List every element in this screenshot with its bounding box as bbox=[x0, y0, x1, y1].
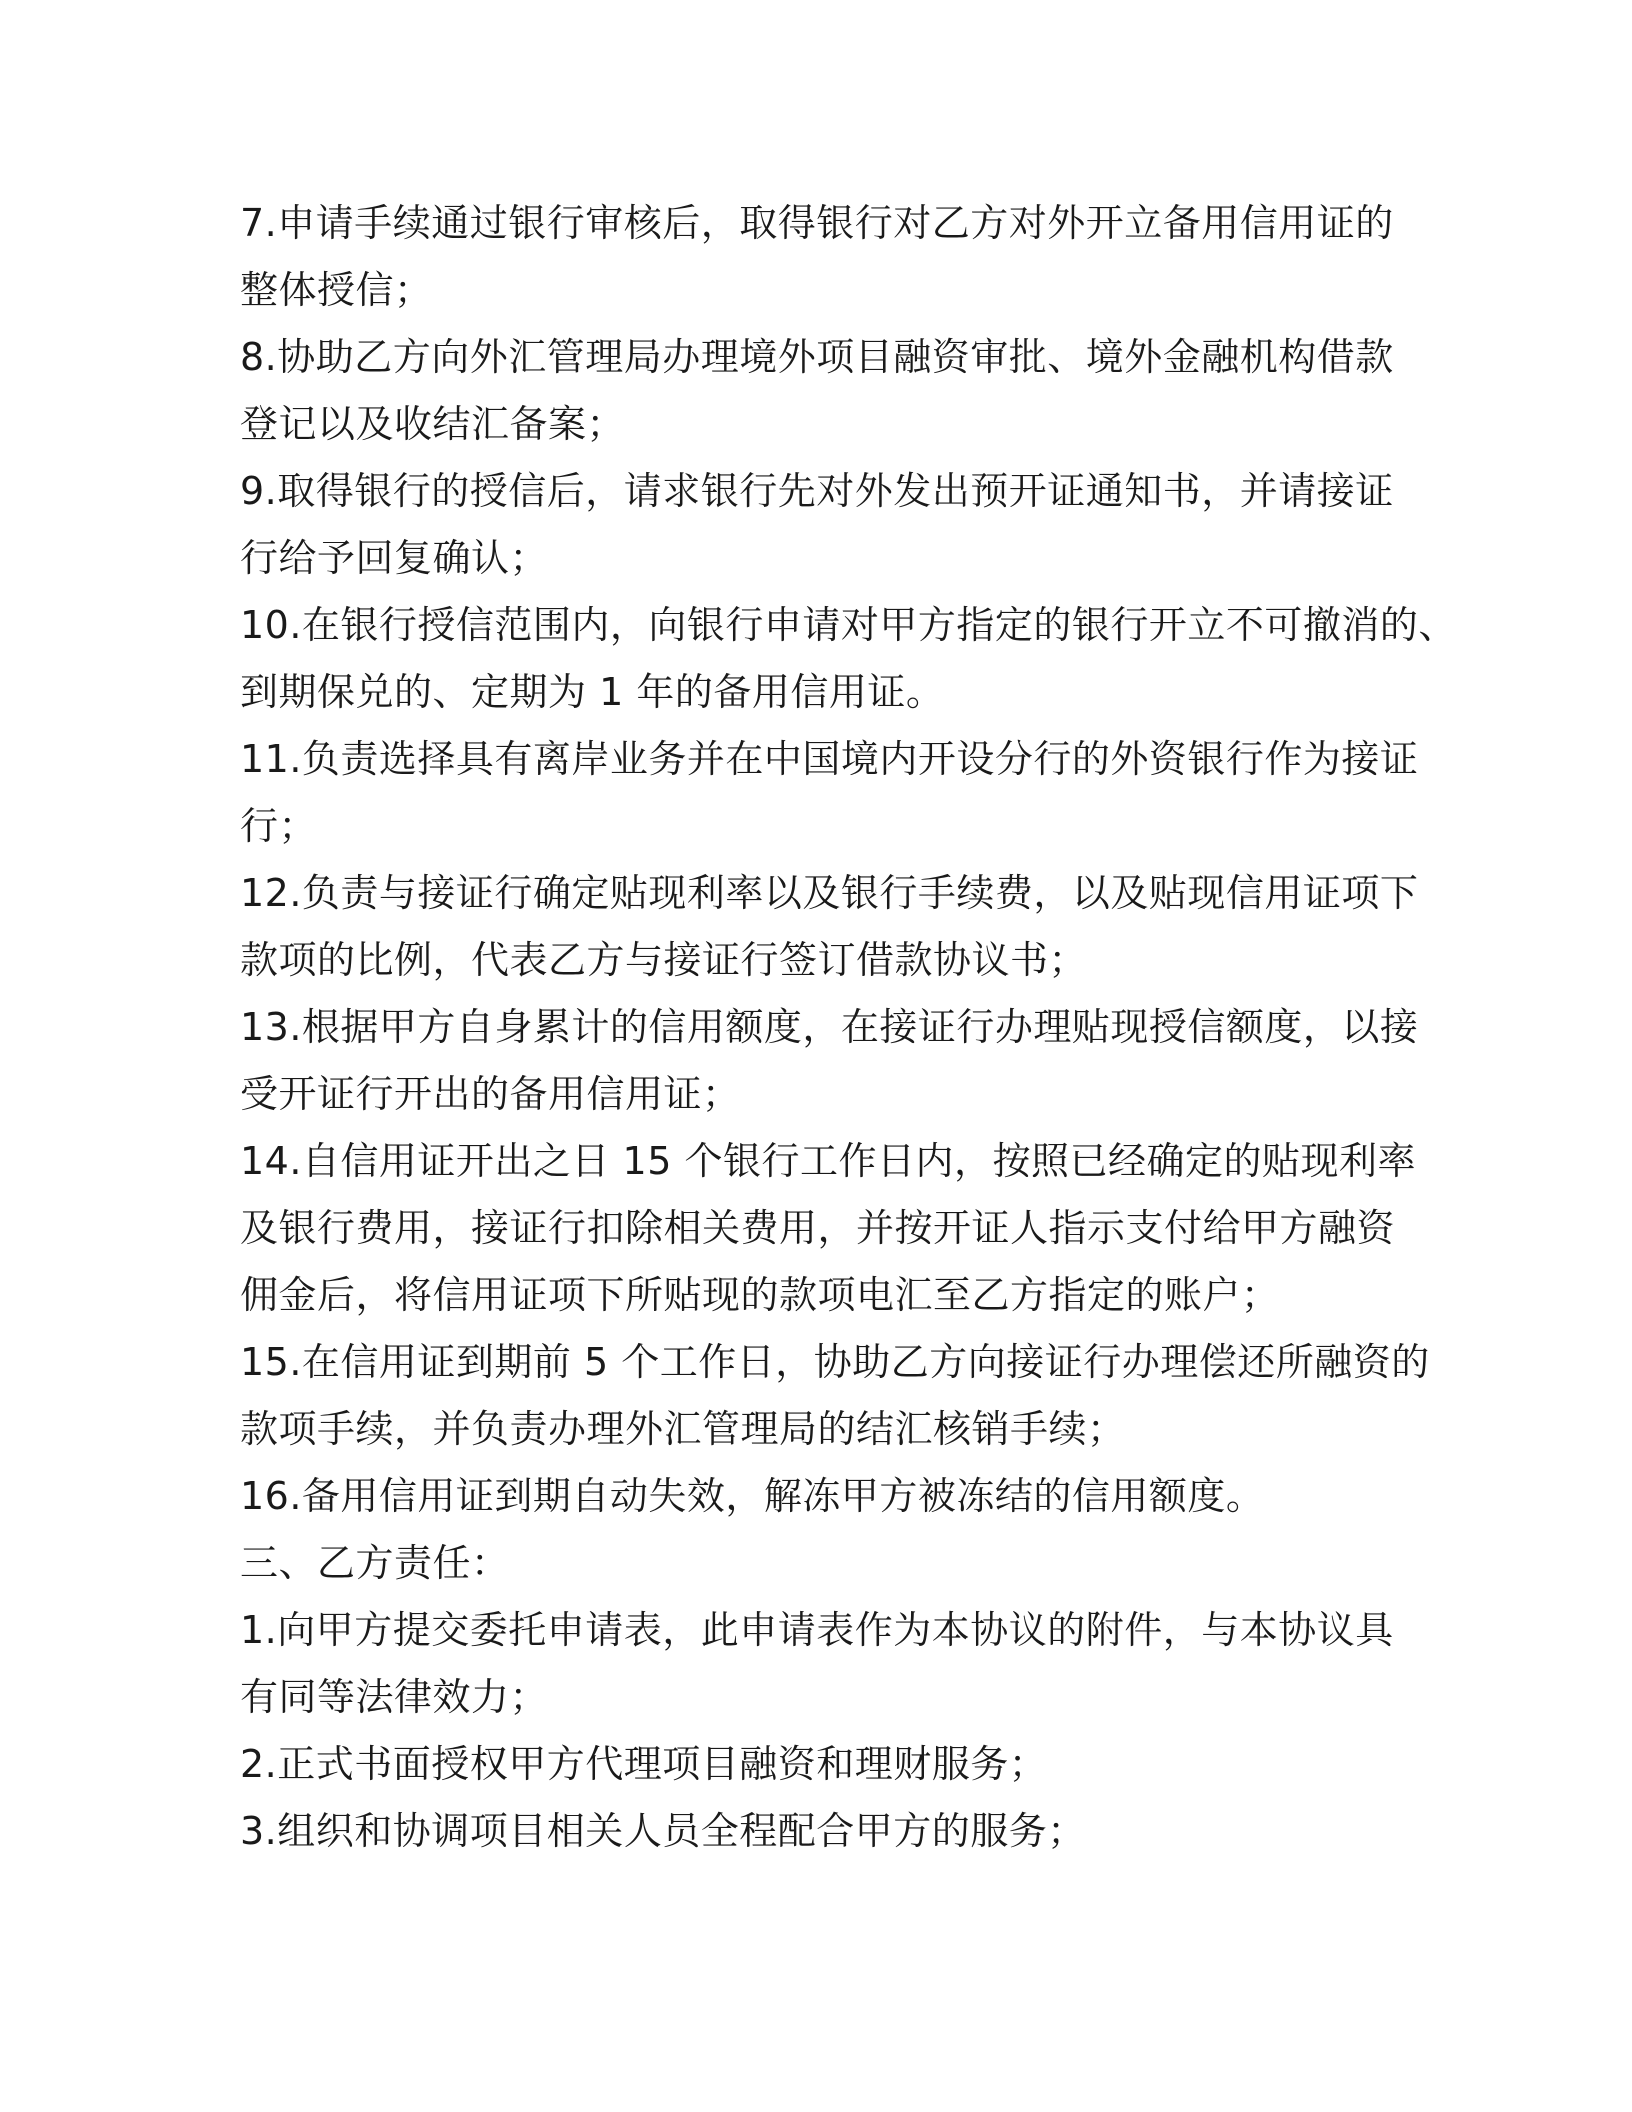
clause-9-line-2: 行给予回复确认； bbox=[240, 536, 549, 580]
clause-13-line-1: 13.根据甲方自身累计的信用额度，在接证行办理贴现授信额度，以接 bbox=[240, 1005, 1419, 1049]
clause-8-line-1: 8.协助乙方向外汇管理局办理境外项目融资审批、境外金融机构借款 bbox=[240, 335, 1394, 379]
clause-14-line-3: 佣金后，将信用证项下所贴现的款项电汇至乙方指定的账户； bbox=[240, 1273, 1280, 1317]
clause-11-line-2: 行； bbox=[240, 804, 318, 848]
clause-8-line-2: 登记以及收结汇备案； bbox=[240, 402, 626, 446]
section-heading: 三、乙方责任： bbox=[240, 1541, 510, 1585]
clause-13-line-2: 受开证行开出的备用信用证； bbox=[240, 1072, 741, 1116]
clause-15-line-1: 15.在信用证到期前 5 个工作日，协助乙方向接证行办理偿还所融资的 bbox=[240, 1340, 1430, 1384]
party-b-clause-1-line-1: 1.向甲方提交委托申请表，此申请表作为本协议的附件，与本协议具 bbox=[240, 1608, 1394, 1652]
clause-16-line-1: 16.备用信用证到期自动失效，解冻甲方被冻结的信用额度。 bbox=[240, 1474, 1265, 1518]
clause-14-line-1: 14.自信用证开出之日 15 个银行工作日内，按照已经确定的贴现利率 bbox=[240, 1139, 1416, 1183]
party-b-clause-1-line-2: 有同等法律效力； bbox=[240, 1675, 549, 1719]
clause-15-line-2: 款项手续，并负责办理外汇管理局的结汇核销手续； bbox=[240, 1407, 1126, 1451]
clause-10-line-1: 10.在银行授信范围内，向银行申请对甲方指定的银行开立不可撤消的、 bbox=[240, 603, 1457, 647]
clause-7-line-1: 7.申请手续通过银行审核后，取得银行对乙方对外开立备用信用证的 bbox=[240, 201, 1394, 245]
clause-14-line-2: 及银行费用，接证行扣除相关费用，并按开证人指示支付给甲方融资 bbox=[240, 1206, 1396, 1250]
clause-12-line-2: 款项的比例，代表乙方与接证行签订借款协议书； bbox=[240, 938, 1088, 982]
party-b-clause-2-line-1: 2.正式书面授权甲方代理项目融资和理财服务； bbox=[240, 1742, 1048, 1786]
clause-12-line-1: 12.负责与接证行确定贴现利率以及银行手续费，以及贴现信用证项下 bbox=[240, 871, 1419, 915]
clause-9-line-1: 9.取得银行的授信后，请求银行先对外发出预开证通知书，并请接证 bbox=[240, 469, 1394, 513]
document-page bbox=[240, 190, 1457, 1865]
clause-10-line-2: 到期保兑的、定期为 1 年的备用信用证。 bbox=[240, 670, 945, 714]
clause-11-line-1: 11.负责选择具有离岸业务并在中国境内开设分行的外资银行作为接证 bbox=[240, 737, 1419, 781]
party-b-clause-3-line-1: 3.组织和协调项目相关人员全程配合甲方的服务； bbox=[240, 1809, 1086, 1853]
clause-7-line-2: 整体授信； bbox=[240, 268, 433, 312]
